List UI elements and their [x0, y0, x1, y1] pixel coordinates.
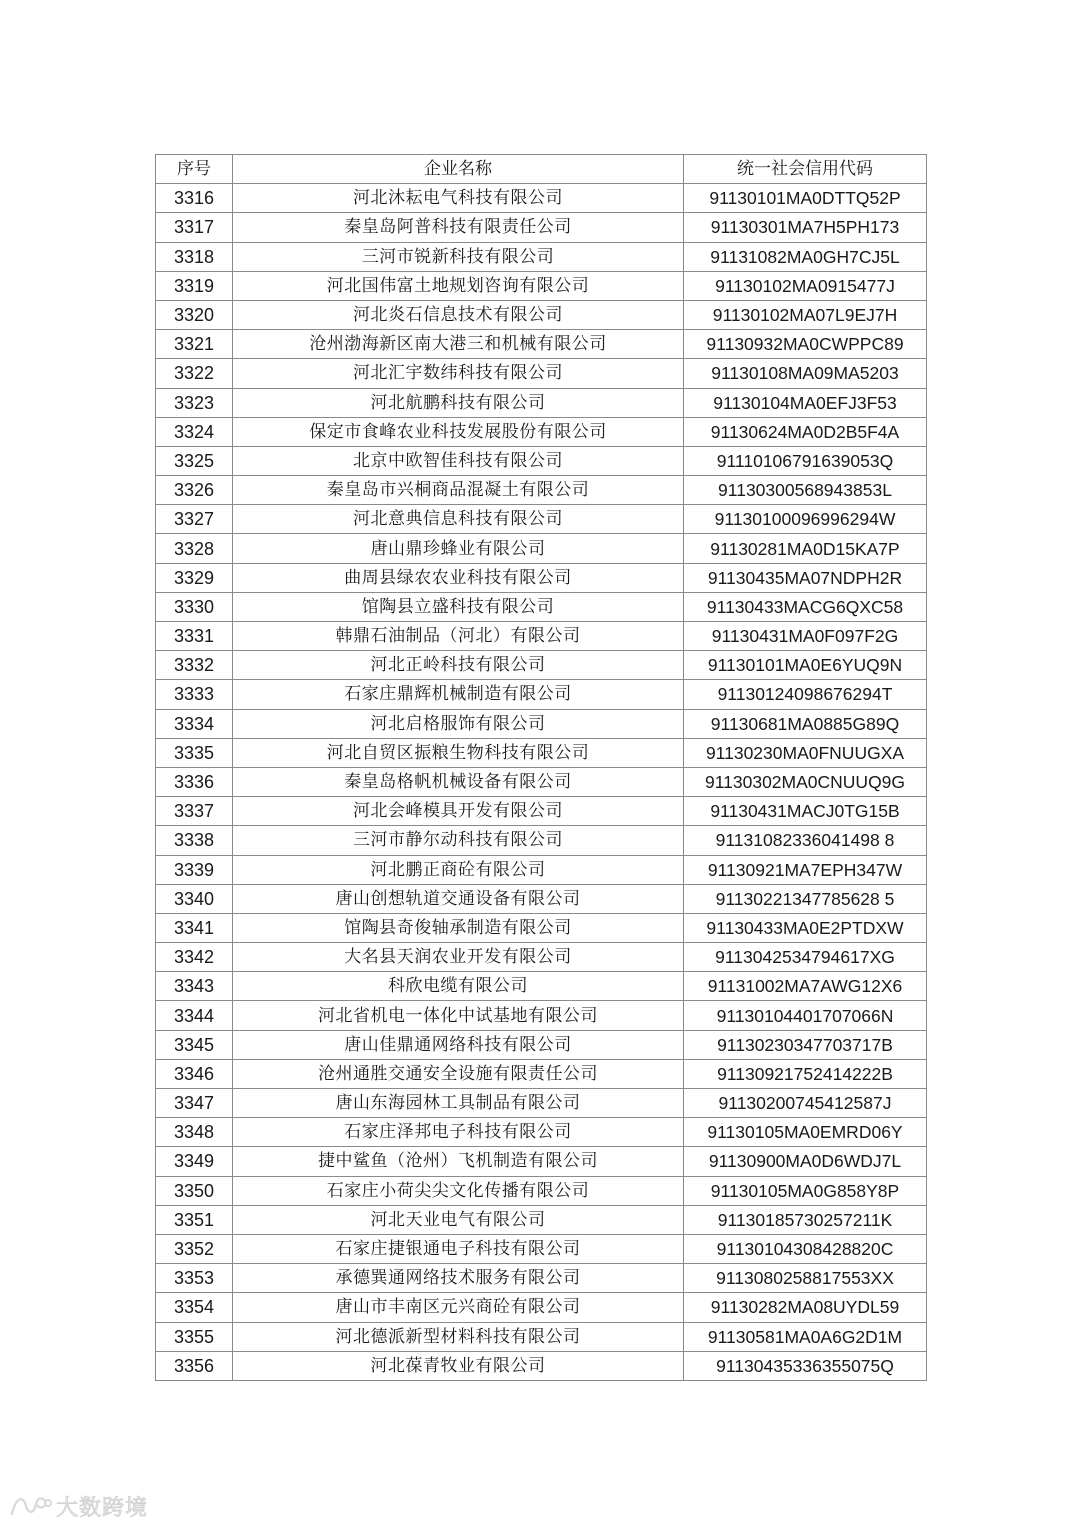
row-credit-code-cell: 91130433MA0E2PTDXW — [684, 913, 927, 942]
row-credit-code-cell: 91130900MA0D6WDJ7L — [684, 1147, 927, 1176]
row-credit-code-cell: 91130581MA0A6G2D1M — [684, 1322, 927, 1351]
row-company-name-cell: 秦皇岛阿普科技有限责任公司 — [233, 213, 684, 242]
row-company-name-cell: 河北汇宇数纬科技有限公司 — [233, 359, 684, 388]
row-seq-cell: 3344 — [156, 1001, 233, 1030]
row-company-name-cell: 沧州通胜交通安全设施有限责任公司 — [233, 1059, 684, 1088]
table-row — [156, 300, 927, 329]
row-seq-cell: 3336 — [156, 767, 233, 796]
row-company-name-cell: 秦皇岛市兴桐商品混凝土有限公司 — [233, 476, 684, 505]
row-seq-cell: 3330 — [156, 592, 233, 621]
row-seq-cell: 3343 — [156, 972, 233, 1001]
row-credit-code-cell: 91130101MA0E6YUQ9N — [684, 651, 927, 680]
table-row — [156, 855, 927, 884]
row-credit-code-cell: 91130100096996294W — [684, 505, 927, 534]
watermark-text: 大数跨境 — [56, 1495, 149, 1521]
row-company-name-cell: 捷中鲨鱼（沧州）飞机制造有限公司 — [233, 1147, 684, 1176]
row-company-name-cell: 唐山东海园林工具制品有限公司 — [233, 1089, 684, 1118]
row-company-name-cell: 河北省机电一体化中试基地有限公司 — [233, 1001, 684, 1030]
table-row — [156, 943, 927, 972]
row-credit-code-cell: 91130101MA0DTTQ52P — [684, 184, 927, 213]
table-row — [156, 622, 927, 651]
table-row — [156, 1205, 927, 1234]
row-seq-cell: 3318 — [156, 242, 233, 271]
row-company-name-cell: 科欣电缆有限公司 — [233, 972, 684, 1001]
table-row — [156, 505, 927, 534]
row-credit-code-cell: 91130681MA0885G89Q — [684, 709, 927, 738]
row-company-name-cell: 三河市锐新科技有限公司 — [233, 242, 684, 271]
table-row — [156, 797, 927, 826]
table-row — [156, 330, 927, 359]
row-seq-cell: 3324 — [156, 417, 233, 446]
row-company-name-cell: 韩鼎石油制品（河北）有限公司 — [233, 622, 684, 651]
row-company-name-cell: 石家庄小荷尖尖文化传播有限公司 — [233, 1176, 684, 1205]
row-seq-cell: 3342 — [156, 943, 233, 972]
row-seq-cell: 3335 — [156, 738, 233, 767]
table-row — [156, 1293, 927, 1322]
row-seq-cell: 3351 — [156, 1205, 233, 1234]
table-row — [156, 1089, 927, 1118]
row-company-name-cell: 河北会峰模具开发有限公司 — [233, 797, 684, 826]
row-seq-cell: 3340 — [156, 884, 233, 913]
row-credit-code-cell: 91130104401707066N — [684, 1001, 927, 1030]
row-credit-code-cell: 91130302MA0CNUUQ9G — [684, 767, 927, 796]
row-credit-code-cell: 91130185730257211K — [684, 1205, 927, 1234]
table-row — [156, 767, 927, 796]
row-seq-cell: 3349 — [156, 1147, 233, 1176]
row-company-name-cell: 曲周县绿农农业科技有限公司 — [233, 563, 684, 592]
table-row — [156, 651, 927, 680]
row-company-name-cell: 河北德派新型材料科技有限公司 — [233, 1322, 684, 1351]
row-seq-cell: 3348 — [156, 1118, 233, 1147]
row-company-name-cell: 馆陶县奇俊轴承制造有限公司 — [233, 913, 684, 942]
row-credit-code-cell: 91130200745412587J — [684, 1089, 927, 1118]
table-row — [156, 592, 927, 621]
row-seq-cell: 3352 — [156, 1234, 233, 1263]
table-row — [156, 563, 927, 592]
row-seq-cell: 3325 — [156, 446, 233, 475]
table-row — [156, 534, 927, 563]
row-seq-cell: 3333 — [156, 680, 233, 709]
row-company-name-cell: 石家庄鼎辉机械制造有限公司 — [233, 680, 684, 709]
table-row — [156, 1030, 927, 1059]
row-credit-code-cell: 91131082336041498 8 — [684, 826, 927, 855]
table-row — [156, 972, 927, 1001]
row-seq-cell: 3332 — [156, 651, 233, 680]
row-credit-code-cell: 91130431MACJ0TG15B — [684, 797, 927, 826]
row-credit-code-cell: 91130104308428820C — [684, 1234, 927, 1263]
row-seq-cell: 3345 — [156, 1030, 233, 1059]
table-row — [156, 213, 927, 242]
row-credit-code-cell: 91130300568943853L — [684, 476, 927, 505]
row-seq-cell: 3353 — [156, 1264, 233, 1293]
row-seq-cell: 3329 — [156, 563, 233, 592]
row-credit-code-cell: 91130435336355075Q — [684, 1351, 927, 1380]
row-credit-code-cell: 91130108MA09MA5203 — [684, 359, 927, 388]
row-company-name-cell: 唐山鼎珍蜂业有限公司 — [233, 534, 684, 563]
row-seq-cell: 3347 — [156, 1089, 233, 1118]
row-seq-cell: 3316 — [156, 184, 233, 213]
row-credit-code-cell: 91130281MA0D15KA7P — [684, 534, 927, 563]
row-company-name-cell: 石家庄捷银通电子科技有限公司 — [233, 1234, 684, 1263]
row-credit-code-cell: 91130921MA7EPH347W — [684, 855, 927, 884]
table-row — [156, 1264, 927, 1293]
row-credit-code-cell: 91130105MA0EMRD06Y — [684, 1118, 927, 1147]
row-seq-cell: 3346 — [156, 1059, 233, 1088]
row-credit-code-cell: 91130124098676294T — [684, 680, 927, 709]
table-row — [156, 1234, 927, 1263]
row-credit-code-cell: 91130221347785628 5 — [684, 884, 927, 913]
row-seq-cell: 3334 — [156, 709, 233, 738]
table-row — [156, 1147, 927, 1176]
row-seq-cell: 3317 — [156, 213, 233, 242]
row-seq-cell: 3339 — [156, 855, 233, 884]
header-name: 企业名称 — [233, 155, 684, 184]
table-row — [156, 417, 927, 446]
table-row — [156, 709, 927, 738]
row-seq-cell: 3322 — [156, 359, 233, 388]
row-credit-code-cell: 91130932MA0CWPPC89 — [684, 330, 927, 359]
row-seq-cell: 3319 — [156, 271, 233, 300]
row-seq-cell: 3321 — [156, 330, 233, 359]
row-seq-cell: 3355 — [156, 1322, 233, 1351]
row-company-name-cell: 河北沐耘电气科技有限公司 — [233, 184, 684, 213]
table-row — [156, 1118, 927, 1147]
row-company-name-cell: 唐山创想轨道交通设备有限公司 — [233, 884, 684, 913]
header-code: 统一社会信用代码 — [684, 155, 927, 184]
row-company-name-cell: 河北炎石信息技术有限公司 — [233, 300, 684, 329]
table-row — [156, 1322, 927, 1351]
row-credit-code-cell: 91130282MA08UYDL59 — [684, 1293, 927, 1322]
row-seq-cell: 3350 — [156, 1176, 233, 1205]
row-company-name-cell: 大名县天润农业开发有限公司 — [233, 943, 684, 972]
row-seq-cell: 3327 — [156, 505, 233, 534]
row-company-name-cell: 河北启格服饰有限公司 — [233, 709, 684, 738]
table-row — [156, 242, 927, 271]
row-seq-cell: 3326 — [156, 476, 233, 505]
row-credit-code-cell: 91130102MA07L9EJ7H — [684, 300, 927, 329]
row-company-name-cell: 沧州渤海新区南大港三和机械有限公司 — [233, 330, 684, 359]
table-row — [156, 388, 927, 417]
row-company-name-cell: 河北天业电气有限公司 — [233, 1205, 684, 1234]
row-credit-code-cell: 91130624MA0D2B5F4A — [684, 417, 927, 446]
row-company-name-cell: 河北航鹏科技有限公司 — [233, 388, 684, 417]
table-row — [156, 1351, 927, 1380]
header-seq: 序号 — [156, 155, 233, 184]
row-seq-cell: 3331 — [156, 622, 233, 651]
row-credit-code-cell: 91131082MA0GH7CJ5L — [684, 242, 927, 271]
row-company-name-cell: 河北正岭科技有限公司 — [233, 651, 684, 680]
table-row — [156, 680, 927, 709]
row-credit-code-cell: 91130230MA0FNUUGXA — [684, 738, 927, 767]
row-company-name-cell: 河北自贸区振粮生物科技有限公司 — [233, 738, 684, 767]
row-credit-code-cell: 91130431MA0F097F2G — [684, 622, 927, 651]
row-credit-code-cell: 91130301MA7H5PH173 — [684, 213, 927, 242]
enterprise-table — [155, 154, 927, 1381]
table-row — [156, 1059, 927, 1088]
table-row — [156, 1176, 927, 1205]
table-row — [156, 884, 927, 913]
table-row — [156, 446, 927, 475]
table-header-row — [156, 155, 927, 184]
table-row — [156, 913, 927, 942]
row-seq-cell: 3323 — [156, 388, 233, 417]
row-credit-code-cell: 91131002MA7AWG12X6 — [684, 972, 927, 1001]
row-company-name-cell: 秦皇岛格帆机械设备有限公司 — [233, 767, 684, 796]
row-company-name-cell: 唐山市丰南区元兴商砼有限公司 — [233, 1293, 684, 1322]
row-credit-code-cell: 9113042534794617XG — [684, 943, 927, 972]
row-company-name-cell: 馆陶县立盛科技有限公司 — [233, 592, 684, 621]
row-seq-cell: 3338 — [156, 826, 233, 855]
table-row — [156, 271, 927, 300]
row-seq-cell: 3337 — [156, 797, 233, 826]
row-credit-code-cell: 91130433MACG6QXC58 — [684, 592, 927, 621]
row-company-name-cell: 河北鹏正商砼有限公司 — [233, 855, 684, 884]
row-company-name-cell: 石家庄泽邦电子科技有限公司 — [233, 1118, 684, 1147]
row-company-name-cell: 北京中欧智佳科技有限公司 — [233, 446, 684, 475]
row-seq-cell: 3354 — [156, 1293, 233, 1322]
row-company-name-cell: 保定市食峰农业科技发展股份有限公司 — [233, 417, 684, 446]
row-credit-code-cell: 9113080258817553XX — [684, 1264, 927, 1293]
row-seq-cell: 3356 — [156, 1351, 233, 1380]
row-company-name-cell: 承德巽通网络技术服务有限公司 — [233, 1264, 684, 1293]
table-body — [156, 184, 927, 1381]
row-credit-code-cell: 91130104MA0EFJ3F53 — [684, 388, 927, 417]
table-row — [156, 826, 927, 855]
row-seq-cell: 3320 — [156, 300, 233, 329]
table-row — [156, 738, 927, 767]
row-credit-code-cell: 91130230347703717B — [684, 1030, 927, 1059]
row-company-name-cell: 唐山佳鼎通网络科技有限公司 — [233, 1030, 684, 1059]
row-company-name-cell: 河北意典信息科技有限公司 — [233, 505, 684, 534]
row-credit-code-cell: 91130435MA07NDPH2R — [684, 563, 927, 592]
row-seq-cell: 3341 — [156, 913, 233, 942]
table-row — [156, 359, 927, 388]
row-company-name-cell: 河北国伟富土地规划咨询有限公司 — [233, 271, 684, 300]
row-seq-cell: 3328 — [156, 534, 233, 563]
table-row — [156, 184, 927, 213]
row-credit-code-cell: 91130102MA0915477J — [684, 271, 927, 300]
row-company-name-cell: 三河市静尔动科技有限公司 — [233, 826, 684, 855]
row-credit-code-cell: 91130921752414222B — [684, 1059, 927, 1088]
brand-logo-icon — [8, 1492, 52, 1520]
watermark — [8, 1490, 148, 1522]
table-row — [156, 476, 927, 505]
row-credit-code-cell: 91110106791639053Q — [684, 446, 927, 475]
table-row — [156, 1001, 927, 1030]
row-credit-code-cell: 91130105MA0G858Y8P — [684, 1176, 927, 1205]
row-company-name-cell: 河北葆青牧业有限公司 — [233, 1351, 684, 1380]
